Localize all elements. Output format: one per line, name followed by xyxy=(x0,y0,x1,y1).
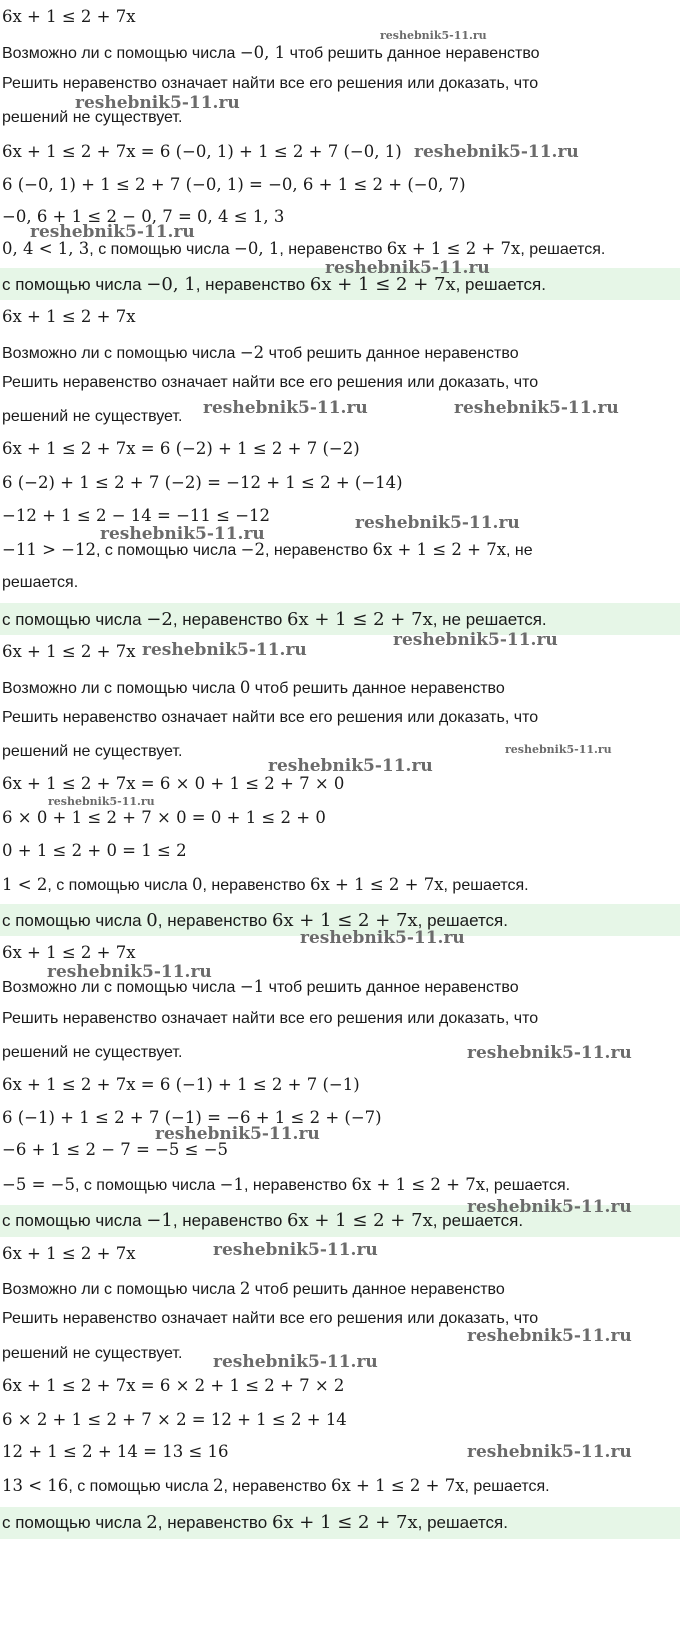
definition-line: Решить неравенство означает найти все его решения или доказать, что xyxy=(2,1010,539,1027)
solution-step: −12 + 1 ≤ 2 − 14 = −11 ≤ −12 xyxy=(2,506,271,525)
watermark: reshebnik5-11.ru xyxy=(48,795,155,808)
inequality-statement: 6x + 1 ≤ 2 + 7x xyxy=(2,642,136,661)
watermark: reshebnik5-11.ru xyxy=(454,398,619,418)
question-line: Возможно ли с помощью числа 2 чтоб решить данное неравенство xyxy=(2,1279,505,1298)
solution-step: −0, 6 + 1 ≤ 2 − 0, 7 = 0, 4 ≤ 1, 3 xyxy=(2,207,285,226)
question-line: Возможно ли с помощью числа 0 чтоб решить данное неравенство xyxy=(2,678,505,697)
watermark: reshebnik5-11.ru xyxy=(268,756,433,776)
watermark: reshebnik5-11.ru xyxy=(75,93,240,113)
watermark: reshebnik5-11.ru xyxy=(100,524,265,544)
inequality-statement: 6x + 1 ≤ 2 + 7x xyxy=(2,1244,136,1263)
solution-step: 6 × 2 + 1 ≤ 2 + 7 × 2 = 12 + 1 ≤ 2 + 14 xyxy=(2,1410,347,1429)
solution-step: 6x + 1 ≤ 2 + 7x = 6 (−1) + 1 ≤ 2 + 7 (−1) xyxy=(2,1075,360,1094)
answer-highlight xyxy=(0,1507,680,1539)
answer-line: с помощью числа 0, неравенство 6x + 1 ≤ 2 + 7x, решается. xyxy=(2,910,508,931)
watermark: reshebnik5-11.ru xyxy=(213,1240,378,1260)
question-line: Возможно ли с помощью числа −0, 1 чтоб решить данное неравенство xyxy=(2,43,540,62)
answer-line: с помощью числа −0, 1, неравенство 6x + 1 ≤ 2 + 7x, решается. xyxy=(2,274,546,295)
watermark: reshebnik5-11.ru xyxy=(467,1326,632,1346)
conclusion-line: 1 < 2, с помощью числа 0, неравенство 6x + 1 ≤ 2 + 7x, решается. xyxy=(2,875,529,894)
inequality-statement: 6x + 1 ≤ 2 + 7x xyxy=(2,307,136,326)
answer-highlight xyxy=(0,603,680,635)
solution-step: 6x + 1 ≤ 2 + 7x = 6 (−2) + 1 ≤ 2 + 7 (−2) xyxy=(2,439,360,458)
watermark: reshebnik5-11.ru xyxy=(414,142,579,162)
solution-step: 12 + 1 ≤ 2 + 14 = 13 ≤ 16 xyxy=(2,1442,229,1461)
watermark: reshebnik5-11.ru xyxy=(325,258,490,278)
definition-line: решений не существует. xyxy=(2,109,183,126)
watermark: reshebnik5-11.ru xyxy=(355,513,520,533)
conclusion-line-cont: решается. xyxy=(2,574,79,591)
conclusion-line: −11 > −12, с помощью числа −2, неравенство 6x + 1 ≤ 2 + 7x, не xyxy=(2,540,533,559)
conclusion-line: 0, 4 < 1, 3, с помощью числа −0, 1, неравенство 6x + 1 ≤ 2 + 7x, решается. xyxy=(2,239,606,258)
watermark: reshebnik5-11.ru xyxy=(467,1197,632,1217)
definition-line: решений не существует. xyxy=(2,1345,183,1362)
solution-step: 6 (−0, 1) + 1 ≤ 2 + 7 (−0, 1) = −0, 6 + 1 ≤ 2 + (−0, 7) xyxy=(2,175,466,194)
solution-step: −6 + 1 ≤ 2 − 7 = −5 ≤ −5 xyxy=(2,1140,229,1159)
solution-step: 6 (−1) + 1 ≤ 2 + 7 (−1) = −6 + 1 ≤ 2 + (−7) xyxy=(2,1108,382,1127)
solution-step: 6x + 1 ≤ 2 + 7x = 6 × 0 + 1 ≤ 2 + 7 × 0 xyxy=(2,774,345,793)
watermark: reshebnik5-11.ru xyxy=(30,222,195,242)
definition-line: решений не существует. xyxy=(2,743,183,760)
answer-line: с помощью числа −2, неравенство 6x + 1 ≤ 2 + 7x, не решается. xyxy=(2,609,547,630)
definition-line: решений не существует. xyxy=(2,1044,183,1061)
solution-step: 6x + 1 ≤ 2 + 7x = 6 (−0, 1) + 1 ≤ 2 + 7 (−0, 1) xyxy=(2,142,402,161)
watermark: reshebnik5-11.ru xyxy=(393,630,558,650)
watermark: reshebnik5-11.ru xyxy=(300,928,465,948)
solution-step: 6 (−2) + 1 ≤ 2 + 7 (−2) = −12 + 1 ≤ 2 + (−14) xyxy=(2,473,403,492)
watermark: reshebnik5-11.ru xyxy=(505,743,612,756)
conclusion-line: −5 = −5, с помощью числа −1, неравенство 6x + 1 ≤ 2 + 7x, решается. xyxy=(2,1175,571,1194)
definition-line: Решить неравенство означает найти все его решения или доказать, что xyxy=(2,1310,539,1327)
conclusion-line: 13 < 16, с помощью числа 2, неравенство 6x + 1 ≤ 2 + 7x, решается. xyxy=(2,1476,550,1495)
watermark: reshebnik5-11.ru xyxy=(467,1043,632,1063)
watermark: reshebnik5-11.ru xyxy=(155,1124,320,1144)
definition-line: Решить неравенство означает найти все его решения или доказать, что xyxy=(2,75,539,92)
definition-line: Решить неравенство означает найти все его решения или доказать, что xyxy=(2,374,539,391)
watermark: reshebnik5-11.ru xyxy=(203,398,368,418)
watermark: reshebnik5-11.ru xyxy=(380,29,487,42)
watermark: reshebnik5-11.ru xyxy=(467,1442,632,1462)
question-line: Возможно ли с помощью числа −2 чтоб решить данное неравенство xyxy=(2,343,519,362)
answer-line: с помощью числа −1, неравенство 6x + 1 ≤ 2 + 7x, решается. xyxy=(2,1210,524,1231)
question-line: Возможно ли с помощью числа −1 чтоб решить данное неравенство xyxy=(2,977,519,996)
solution-step: 6 × 0 + 1 ≤ 2 + 7 × 0 = 0 + 1 ≤ 2 + 0 xyxy=(2,808,326,827)
definition-line: Решить неравенство означает найти все его решения или доказать, что xyxy=(2,709,539,726)
watermark: reshebnik5-11.ru xyxy=(213,1352,378,1372)
inequality-statement: 6x + 1 ≤ 2 + 7x xyxy=(2,7,136,26)
watermark: reshebnik5-11.ru xyxy=(142,640,307,660)
inequality-statement: 6x + 1 ≤ 2 + 7x xyxy=(2,943,136,962)
definition-line: решений не существует. xyxy=(2,408,183,425)
watermark: reshebnik5-11.ru xyxy=(47,962,212,982)
answer-line: с помощью числа 2, неравенство 6x + 1 ≤ 2 + 7x, решается. xyxy=(2,1512,508,1533)
solution-step: 0 + 1 ≤ 2 + 0 = 1 ≤ 2 xyxy=(2,841,187,860)
solution-step: 6x + 1 ≤ 2 + 7x = 6 × 2 + 1 ≤ 2 + 7 × 2 xyxy=(2,1376,345,1395)
